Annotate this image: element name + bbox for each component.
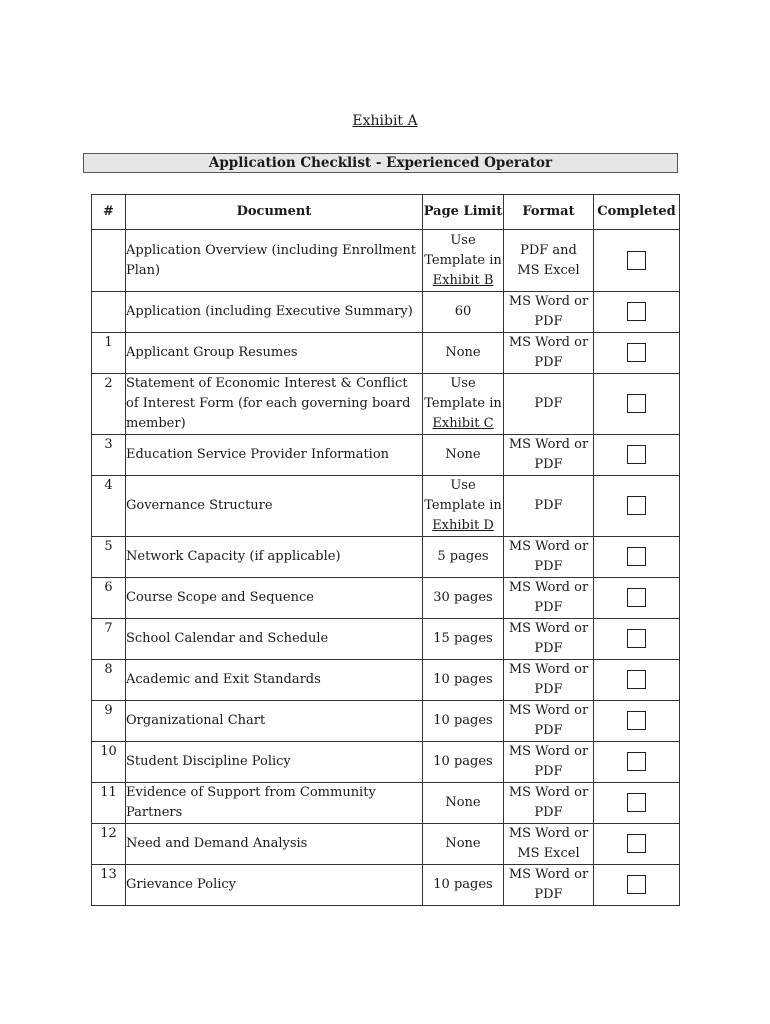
document-name: Course Scope and Sequence <box>126 578 423 619</box>
completed-cell <box>594 742 680 783</box>
completed-checkbox[interactable] <box>627 302 646 321</box>
page-limit: None <box>423 435 504 476</box>
file-format <box>504 783 594 824</box>
page-limit: 10 pages <box>423 742 504 783</box>
completed-checkbox[interactable] <box>627 588 646 607</box>
completed-checkbox[interactable] <box>627 629 646 648</box>
page-limit: None <box>423 824 504 865</box>
row-number <box>92 292 126 333</box>
file-format-line: MS Word or <box>508 867 589 882</box>
row-number: 10 <box>92 742 126 783</box>
row-number: 11 <box>92 783 126 824</box>
page-limit: 15 pages <box>423 619 504 660</box>
table-row <box>92 537 680 578</box>
file-format <box>504 578 594 619</box>
file-format-line: MS Word or <box>508 437 589 452</box>
file-format-line: MS Word or <box>508 744 589 759</box>
file-format <box>504 824 594 865</box>
exhibit-title: Exhibit A <box>352 113 418 129</box>
file-format-line: PDF <box>534 355 563 370</box>
completed-checkbox[interactable] <box>627 251 646 270</box>
file-format <box>504 476 594 537</box>
document-name: Need and Demand Analysis <box>126 824 423 865</box>
completed-cell <box>594 230 680 292</box>
completed-checkbox[interactable] <box>627 394 646 413</box>
document-name: Academic and Exit Standards <box>126 660 423 701</box>
file-format-line: PDF <box>534 764 563 779</box>
header-format: Format <box>504 195 594 230</box>
completed-cell <box>594 824 680 865</box>
completed-cell <box>594 578 680 619</box>
file-format <box>504 660 594 701</box>
page-limit: 10 pages <box>423 701 504 742</box>
row-number: 7 <box>92 619 126 660</box>
file-format-line: MS Word or <box>508 294 589 309</box>
completed-cell <box>594 701 680 742</box>
page-limit: 60 <box>423 292 504 333</box>
header-page-limit: Page Limit <box>423 195 504 230</box>
document-name: Grievance Policy <box>126 865 423 906</box>
file-format <box>504 619 594 660</box>
table-row <box>92 435 680 476</box>
file-format <box>504 865 594 906</box>
file-format <box>504 374 594 435</box>
file-format <box>504 333 594 374</box>
table-row <box>92 230 680 292</box>
file-format-line: MS Word or <box>508 662 589 677</box>
file-format-line: PDF <box>534 682 563 697</box>
completed-cell <box>594 537 680 578</box>
page-limit-line: Template in <box>424 498 502 513</box>
page-limit: 10 pages <box>423 865 504 906</box>
file-format-line: PDF <box>534 498 563 513</box>
file-format-line: MS Word or <box>508 703 589 718</box>
page-limit: 10 pages <box>423 660 504 701</box>
file-format <box>504 742 594 783</box>
file-format-line: MS Excel <box>517 262 580 278</box>
table-row <box>92 619 680 660</box>
document-name: Organizational Chart <box>126 701 423 742</box>
table-row <box>92 374 680 435</box>
checklist-banner: Application Checklist - Experienced Operator <box>83 153 678 173</box>
file-format-line: MS Word or <box>508 785 589 800</box>
file-format-line: PDF <box>534 600 563 615</box>
completed-checkbox[interactable] <box>627 547 646 566</box>
file-format-line: MS Excel <box>517 846 580 861</box>
table-row <box>92 824 680 865</box>
file-format <box>504 230 594 292</box>
file-format <box>504 292 594 333</box>
document-name: Application Overview (including Enrollment Plan) <box>126 230 423 292</box>
completed-checkbox[interactable] <box>627 793 646 812</box>
document-name: Application (including Executive Summary) <box>126 292 423 333</box>
file-format-line: PDF <box>534 641 563 656</box>
document-name: Applicant Group Resumes <box>126 333 423 374</box>
file-format-line: PDF <box>534 723 563 738</box>
document-name: Student Discipline Policy <box>126 742 423 783</box>
file-format-line: PDF <box>534 805 563 820</box>
file-format <box>504 537 594 578</box>
file-format-line: MS Word or <box>508 826 589 841</box>
file-format-line: MS Word or <box>508 335 589 350</box>
completed-cell <box>594 783 680 824</box>
header-document: Document <box>126 195 423 230</box>
table-row <box>92 783 680 824</box>
completed-checkbox[interactable] <box>627 496 646 515</box>
completed-cell <box>594 292 680 333</box>
document-name: Evidence of Support from Community Partners <box>126 783 423 824</box>
page-limit: 5 pages <box>423 537 504 578</box>
row-number <box>92 230 126 292</box>
page-limit: None <box>423 783 504 824</box>
document-name: Education Service Provider Information <box>126 435 423 476</box>
row-number: 2 <box>92 374 126 435</box>
exhibit-template-link[interactable]: Exhibit D <box>432 518 494 533</box>
file-format-line: PDF <box>534 887 563 902</box>
completed-checkbox[interactable] <box>627 670 646 689</box>
row-number: 5 <box>92 537 126 578</box>
completed-cell <box>594 435 680 476</box>
file-format-line: PDF <box>534 396 563 411</box>
page-limit-line: Use <box>450 376 476 391</box>
completed-checkbox[interactable] <box>627 875 646 894</box>
exhibit-template-link[interactable]: Exhibit B <box>432 272 494 288</box>
exhibit-template-link[interactable]: Exhibit C <box>432 416 494 431</box>
page-limit <box>423 374 504 435</box>
row-number: 8 <box>92 660 126 701</box>
table-row <box>92 742 680 783</box>
table-header-row <box>92 195 680 230</box>
completed-cell <box>594 865 680 906</box>
completed-cell <box>594 660 680 701</box>
file-format-line: MS Word or <box>508 539 589 554</box>
row-number: 3 <box>92 435 126 476</box>
row-number: 1 <box>92 333 126 374</box>
page-limit: None <box>423 333 504 374</box>
completed-cell <box>594 333 680 374</box>
completed-checkbox[interactable] <box>627 343 646 362</box>
file-format-line: PDF <box>534 559 563 574</box>
completed-cell <box>594 619 680 660</box>
table-row <box>92 701 680 742</box>
table-row <box>92 865 680 906</box>
row-number: 13 <box>92 865 126 906</box>
table-row <box>92 660 680 701</box>
page-limit: 30 pages <box>423 578 504 619</box>
page-limit-line: Template in <box>424 252 502 268</box>
document-name: School Calendar and Schedule <box>126 619 423 660</box>
document-name: Statement of Economic Interest & Conflict of Interest Form (for each governing board member) <box>126 374 423 435</box>
file-format-line: MS Word or <box>508 621 589 636</box>
file-format-line: MS Word or <box>508 580 589 595</box>
completed-checkbox[interactable] <box>627 752 646 771</box>
file-format <box>504 435 594 476</box>
row-number: 4 <box>92 476 126 537</box>
table-row <box>92 476 680 537</box>
application-checklist-table <box>91 194 680 906</box>
completed-cell <box>594 374 680 435</box>
page-limit <box>423 476 504 537</box>
file-format-line: PDF and <box>520 242 577 258</box>
table-row <box>92 578 680 619</box>
table-row <box>92 333 680 374</box>
document-name: Network Capacity (if applicable) <box>126 537 423 578</box>
file-format-line: PDF <box>534 314 563 329</box>
document-name: Governance Structure <box>126 476 423 537</box>
completed-checkbox[interactable] <box>627 711 646 730</box>
row-number: 12 <box>92 824 126 865</box>
file-format <box>504 701 594 742</box>
page-limit <box>423 230 504 292</box>
page-limit-line: Template in <box>424 396 502 411</box>
page-limit-line: Use <box>450 232 476 248</box>
page-limit-line: Use <box>450 478 476 493</box>
row-number: 6 <box>92 578 126 619</box>
header-completed: Completed <box>594 195 680 230</box>
completed-checkbox[interactable] <box>627 445 646 464</box>
header-number: # <box>92 195 126 230</box>
row-number: 9 <box>92 701 126 742</box>
completed-cell <box>594 476 680 537</box>
table-row <box>92 292 680 333</box>
completed-checkbox[interactable] <box>627 834 646 853</box>
file-format-line: PDF <box>534 457 563 472</box>
